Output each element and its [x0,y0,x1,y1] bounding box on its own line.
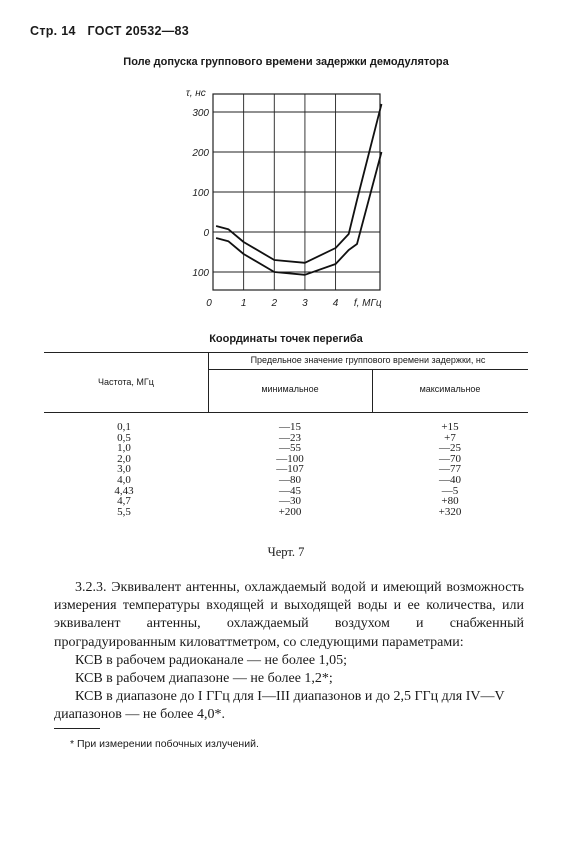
cell-minimum: —55 [279,442,301,455]
cell-frequency: 5,5 [117,505,131,518]
vswr-line-3: КСВ в диапазоне до I ГГц для I—III диапазонов и до 2,5 ГГц для IV—V диапазонов — не более 4,0*. [54,689,505,723]
figure-caption: Черт. 7 [267,545,305,559]
cell-frequency: 4,7 [117,495,131,508]
x-tick-label: 0 [206,298,212,309]
y-tick-label: 100 [192,268,209,279]
header-maximum: максимальное [419,384,481,394]
column-frequency [44,422,204,517]
cell-minimum: —100 [276,452,304,465]
cell-minimum: —45 [279,484,301,497]
header-minimum: минимальное [261,384,319,394]
cell-frequency: 4,43 [114,484,134,497]
section-3-2-3 [54,579,524,725]
page-header [30,24,197,38]
cell-frequency: 3,0 [117,463,131,476]
table-rule-bottom [44,412,528,413]
delay-tolerance-chart [180,82,410,312]
cell-maximum: —25 [439,442,461,455]
x-axis-label: f, МГц [353,298,382,309]
cell-maximum: —5 [441,484,459,497]
cell-minimum: —23 [279,431,301,444]
page-number: Стр. 14 [30,24,76,38]
cell-minimum: —80 [279,473,301,486]
header-frequency: Частота, МГц [98,377,154,387]
y-tick-label: 200 [192,148,209,159]
x-tick-label: 3 [302,298,308,309]
cell-frequency: 1,0 [117,442,131,455]
cell-minimum: —15 [279,421,301,433]
x-tick-label: 2 [271,298,278,309]
cell-frequency: 2,0 [117,452,131,465]
cell-frequency: 4,0 [117,473,131,486]
chart-title: Поле допуска группового времени задержки демодулятора [123,56,449,68]
header-limit-value: Предельное значение группового времени задержки, нс [250,355,486,365]
cell-frequency: 0,1 [117,421,131,433]
cell-frequency: 0,5 [117,431,131,444]
cell-maximum: +7 [444,431,456,444]
y-axis-label: τ, нс [186,88,206,99]
column-maximum [372,422,528,517]
footnote-rule [54,728,100,729]
x-tick-label: 1 [240,298,247,309]
cell-minimum: —107 [276,463,304,476]
table-rule-top [44,352,528,353]
cell-maximum: +320 [438,505,462,518]
upper-limit-line [216,104,381,263]
cell-minimum: +200 [278,505,302,518]
cell-maximum: —77 [439,463,461,476]
table-title: Координаты точек перегиба [209,333,363,345]
y-tick-label: 100 [192,188,209,199]
cell-minimum: —30 [279,495,301,508]
cell-maximum: —70 [439,452,461,465]
y-tick-label: 0 [203,228,209,239]
footnote: * При измерении побочных излучений. [70,738,259,750]
paragraph-3-2-3: 3.2.3. Эквивалент антенны, охлаждаемый водой и имеющий возможность измерения температуры входящей и выходящей воды и ее количества, или эквивалент антенны, охлаждаемый воздухом и снабженный проградуированным киловаттметром, со следующими параметрами: [54,580,524,650]
cell-maximum: +80 [441,495,459,508]
cell-maximum: +15 [441,421,459,433]
column-minimum [208,422,372,517]
vswr-line-2: КСВ в рабочем диапазоне — не более 1,2*; [75,671,333,687]
lower-limit-line [216,152,381,275]
vswr-line-1: КСВ в рабочем радиоканале — не более 1,05; [75,652,347,668]
standard-code: ГОСТ 20532—83 [87,24,190,38]
cell-maximum: —40 [439,473,461,486]
x-tick-label: 4 [332,298,339,309]
table-rule-mid [208,369,528,370]
y-tick-label: 300 [192,108,209,119]
